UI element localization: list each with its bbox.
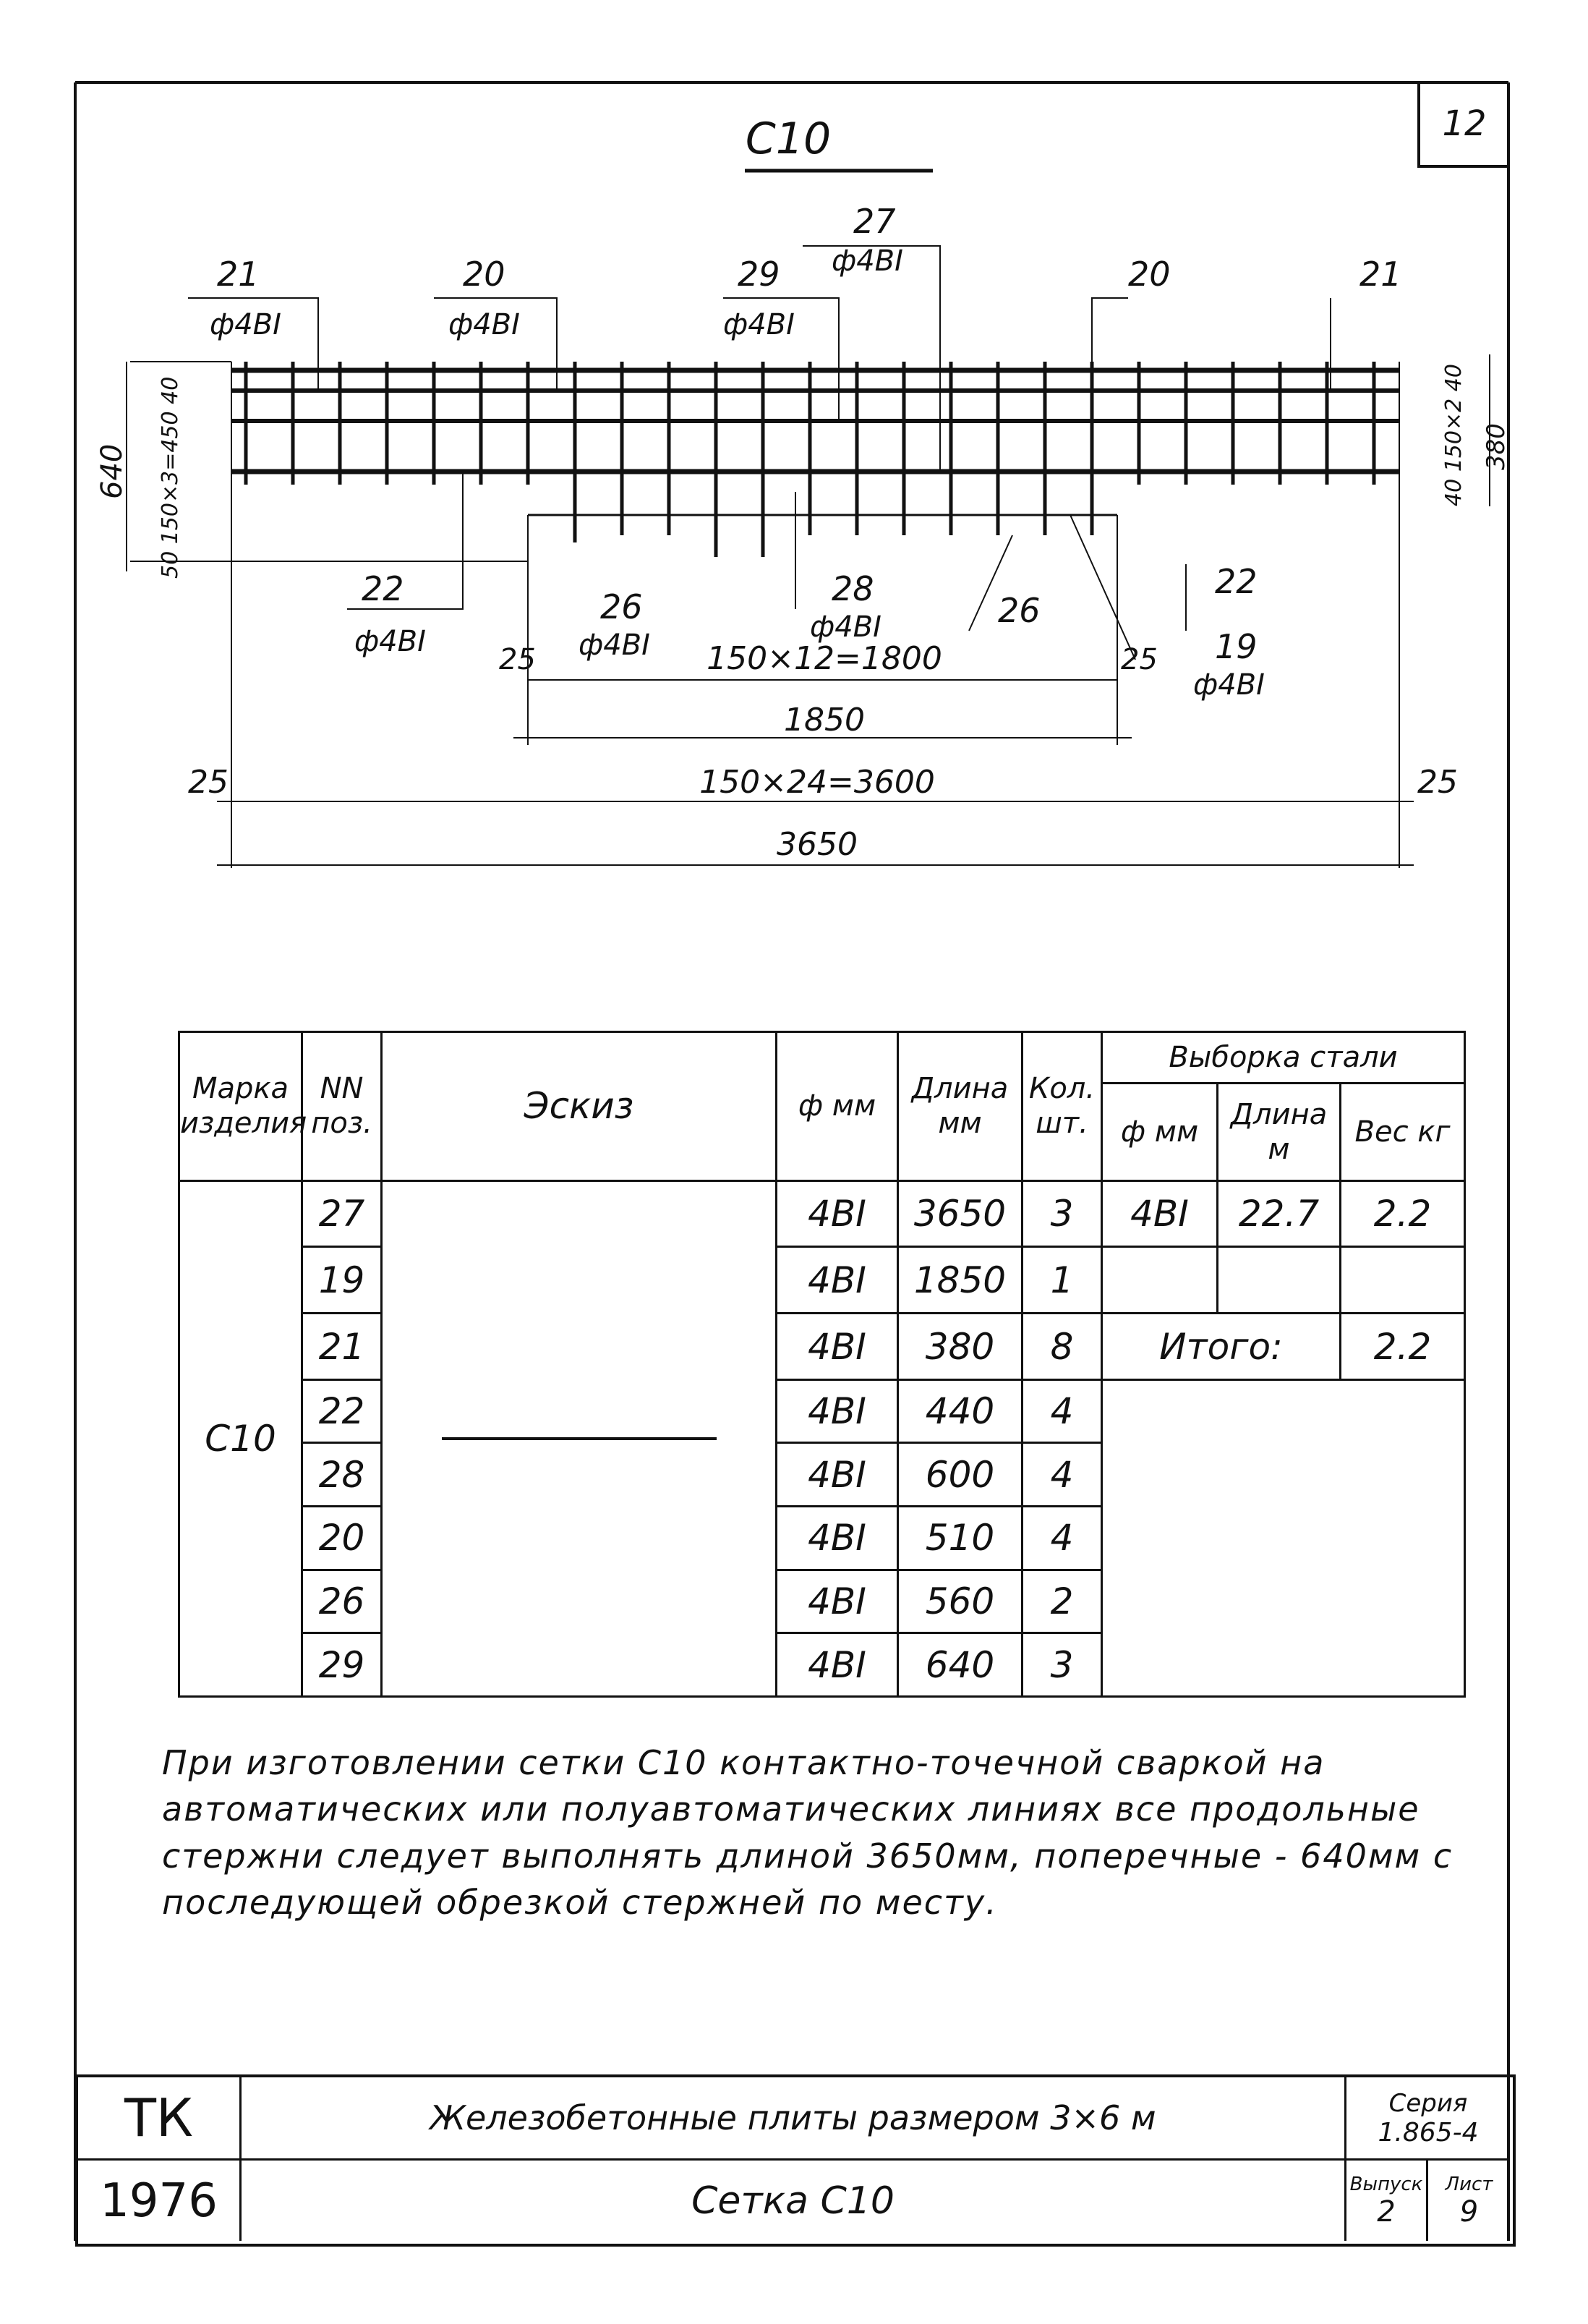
svg-text:29: 29 [738, 255, 780, 294]
header-steel-dia: ф мм [1102, 1084, 1218, 1180]
svg-text:ф4ВI: ф4ВI [579, 629, 650, 662]
page-number: 12 [1417, 82, 1508, 168]
table-row: 29 4ВI 640 3 [179, 1633, 1465, 1697]
svg-text:640: 640 [95, 443, 129, 499]
svg-text:27: 27 [853, 202, 896, 241]
issue-cell: Выпуск 2 [1346, 2161, 1428, 2241]
svg-text:ф4ВI: ф4ВI [723, 308, 795, 341]
drawing-title: С10 [745, 114, 832, 164]
svg-text:22: 22 [362, 569, 404, 608]
table-row: 26 4ВI 560 2 [179, 1570, 1465, 1633]
year-cell: 1976 [78, 2161, 242, 2241]
header-length: Длина мм [898, 1032, 1023, 1181]
svg-text:ф4ВI: ф4ВI [210, 308, 281, 341]
header-sketch: Эскиз [382, 1032, 777, 1181]
svg-text:50 150×3=450 40: 50 150×3=450 40 [158, 376, 183, 579]
svg-text:25: 25 [1121, 643, 1158, 676]
svg-text:ф4ВI: ф4ВI [1193, 668, 1265, 702]
svg-text:20: 20 [463, 255, 505, 294]
svg-text:1850: 1850 [784, 702, 865, 739]
table-row: 22 4ВI 440 4 [179, 1379, 1465, 1443]
header-steel-weight: Вес кг [1341, 1084, 1465, 1180]
total-label: Итого: [1102, 1314, 1341, 1380]
header-steel-len: Длина м [1218, 1084, 1341, 1180]
svg-text:26: 26 [998, 591, 1041, 630]
header-dia: ф мм [777, 1032, 898, 1181]
sketch-cell [382, 1180, 777, 1696]
table-row: 19 4ВI 1850 1 [179, 1247, 1465, 1314]
table-row: 21 4ВI 380 8 Итого: 2.2 [179, 1314, 1465, 1380]
header-steel: Выборка стали [1102, 1032, 1465, 1084]
svg-text:25: 25 [1417, 764, 1458, 801]
svg-text:ф4ВI: ф4ВI [832, 244, 903, 278]
svg-text:19: 19 [1215, 627, 1258, 666]
svg-text:25: 25 [188, 764, 229, 801]
table-row: С10 27 4ВI 3650 3 4ВI 22.7 2.2 [179, 1180, 1465, 1247]
mesh-drawing [0, 0, 1588, 940]
svg-text:20: 20 [1128, 255, 1171, 294]
svg-text:21: 21 [1359, 255, 1402, 294]
mark-cell: С10 [179, 1180, 302, 1696]
svg-text:3650: 3650 [777, 826, 858, 863]
stamp-subtitle: Сетка С10 [242, 2161, 1346, 2241]
org-cell: ТК [78, 2077, 242, 2161]
header-qty: Кол. шт. [1023, 1032, 1102, 1181]
fabrication-note: При изготовлении сетки С10 контактно-точечной сваркой на автоматических или полуавтоматических линиях все продольные стержни следует выполнять длиной 3650мм, поперечные - 640мм с последующей обрезкой стержней по месту. [162, 1743, 1453, 1923]
svg-text:ф4ВI: ф4ВI [354, 625, 426, 658]
svg-text:ф4ВI: ф4ВI [810, 610, 881, 644]
svg-text:380: 380 [1482, 423, 1511, 470]
svg-text:25: 25 [499, 643, 536, 676]
svg-text:28: 28 [832, 569, 874, 608]
title-block [75, 2074, 1516, 2247]
sheet-cell: Лист 9 [1445, 2173, 1493, 2229]
svg-text:22: 22 [1215, 562, 1258, 601]
total-weight: 2.2 [1341, 1314, 1465, 1380]
series-cell: Серия 1.865-4 [1346, 2077, 1510, 2161]
table-row: 20 4ВI 510 4 [179, 1507, 1465, 1570]
svg-text:40 150×2 40: 40 150×2 40 [1441, 364, 1467, 506]
svg-text:21: 21 [217, 255, 260, 294]
spec-table [178, 1031, 1466, 1698]
svg-text:ф4ВI: ф4ВI [448, 308, 520, 341]
table-row: 28 4ВI 600 4 [179, 1443, 1465, 1507]
stamp-title: Железобетонные плиты размером 3×6 м [242, 2077, 1346, 2161]
header-pos: NN поз. [302, 1032, 382, 1181]
svg-text:150×12=1800: 150×12=1800 [707, 640, 942, 677]
header-mark: Марка изделия [179, 1032, 302, 1181]
svg-text:150×24=3600: 150×24=3600 [699, 764, 935, 801]
svg-text:26: 26 [600, 587, 643, 626]
